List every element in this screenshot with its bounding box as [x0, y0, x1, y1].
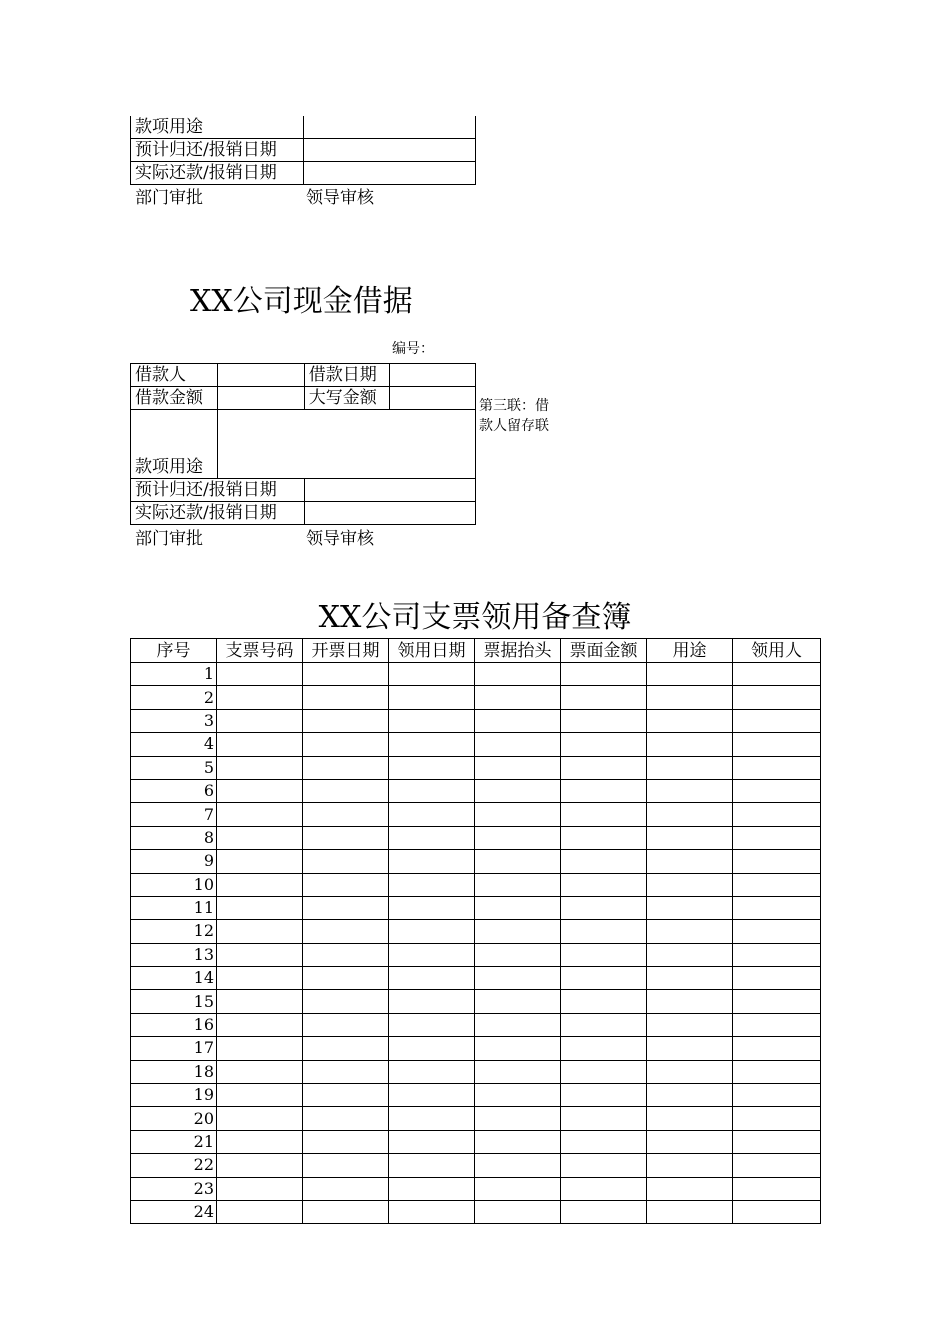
borrow-date-value-cell[interactable]: [389, 364, 475, 387]
register-cell-receive-date[interactable]: [389, 709, 475, 732]
purpose-value-cell[interactable]: [217, 410, 475, 479]
register-cell-face-amount[interactable]: [561, 756, 647, 779]
voucher-number-label: 编号：: [392, 341, 434, 357]
register-cell-receiver[interactable]: [733, 967, 821, 990]
register-cell-cheque-number[interactable]: [217, 1037, 303, 1060]
row-number: 22: [131, 1154, 217, 1177]
register-cell-face-amount[interactable]: [561, 733, 647, 756]
register-cell-cheque-number[interactable]: [217, 1130, 303, 1153]
register-cell-payee[interactable]: [475, 1060, 561, 1083]
register-cell-face-amount[interactable]: [561, 850, 647, 873]
register-cell-issue-date[interactable]: [303, 826, 389, 849]
amount-value-cell[interactable]: [217, 387, 304, 410]
register-cell-face-amount[interactable]: [561, 1013, 647, 1036]
register-cell-payee[interactable]: [475, 1130, 561, 1153]
register-cell-receiver[interactable]: [733, 1037, 821, 1060]
register-cell-receiver[interactable]: [733, 1130, 821, 1153]
register-cell-payee[interactable]: [475, 967, 561, 990]
register-cell-receive-date[interactable]: [389, 756, 475, 779]
table-row: [131, 1060, 821, 1083]
register-cell-receive-date[interactable]: [389, 686, 475, 709]
register-cell-usage[interactable]: [647, 1084, 733, 1107]
register-cell-receiver[interactable]: [733, 1107, 821, 1130]
register-cell-payee[interactable]: [475, 1154, 561, 1177]
register-cell-face-amount[interactable]: [561, 873, 647, 896]
register-cell-usage[interactable]: [647, 1200, 733, 1223]
register-cell-receiver[interactable]: [733, 943, 821, 966]
purpose-label: 款项用途: [131, 410, 218, 479]
column-header-receiver: 领用人: [733, 639, 821, 663]
register-cell-payee[interactable]: [475, 1177, 561, 1200]
register-cell-payee[interactable]: [475, 896, 561, 919]
actual-return-label: 实际还款/报销日期: [131, 502, 305, 525]
register-cell-issue-date[interactable]: [303, 1037, 389, 1060]
row-number: 7: [131, 803, 217, 826]
register-cell-face-amount[interactable]: [561, 1107, 647, 1130]
register-cell-cheque-number[interactable]: [217, 920, 303, 943]
register-cell-receive-date[interactable]: [389, 826, 475, 849]
table-row: [131, 803, 821, 826]
register-cell-issue-date[interactable]: [303, 1130, 389, 1153]
table-row: [131, 1177, 821, 1200]
row-number: 16: [131, 1013, 217, 1036]
register-cell-receiver[interactable]: [733, 850, 821, 873]
register-cell-issue-date[interactable]: [303, 733, 389, 756]
leader-review-label: 领导审核: [306, 188, 374, 208]
register-cell-usage[interactable]: [647, 943, 733, 966]
register-cell-face-amount[interactable]: [561, 709, 647, 732]
register-cell-face-amount[interactable]: [561, 686, 647, 709]
borrower-label: 借款人: [131, 364, 218, 387]
table-row: [131, 733, 821, 756]
row-number: 15: [131, 990, 217, 1013]
register-cell-payee[interactable]: [475, 826, 561, 849]
register-cell-issue-date[interactable]: [303, 663, 389, 686]
purpose-value-cell[interactable]: [304, 116, 476, 139]
column-header-face-amount: 票面金额: [561, 639, 647, 663]
column-header-usage: 用途: [647, 639, 733, 663]
row-number: 9: [131, 850, 217, 873]
register-cell-receive-date[interactable]: [389, 920, 475, 943]
register-cell-issue-date[interactable]: [303, 709, 389, 732]
register-cell-usage[interactable]: [647, 850, 733, 873]
register-cell-issue-date[interactable]: [303, 1154, 389, 1177]
loan-voucher-title: XX公司现金借据: [190, 284, 413, 319]
register-cell-payee[interactable]: [475, 1013, 561, 1036]
expected-return-label: 预计归还/报销日期: [131, 479, 305, 502]
register-cell-usage[interactable]: [647, 1154, 733, 1177]
row-number: 5: [131, 756, 217, 779]
register-cell-receiver[interactable]: [733, 686, 821, 709]
register-cell-receive-date[interactable]: [389, 803, 475, 826]
row-number: 2: [131, 686, 217, 709]
row-number: 1: [131, 663, 217, 686]
register-cell-usage[interactable]: [647, 990, 733, 1013]
row-number: 19: [131, 1084, 217, 1107]
register-cell-receive-date[interactable]: [389, 990, 475, 1013]
row-number: 12: [131, 920, 217, 943]
register-cell-usage[interactable]: [647, 756, 733, 779]
row-number: 14: [131, 967, 217, 990]
register-cell-receive-date[interactable]: [389, 967, 475, 990]
register-cell-issue-date[interactable]: [303, 967, 389, 990]
register-cell-cheque-number[interactable]: [217, 826, 303, 849]
register-cell-usage[interactable]: [647, 967, 733, 990]
table-row: [131, 663, 821, 686]
row-number: 23: [131, 1177, 217, 1200]
register-cell-usage[interactable]: [647, 1013, 733, 1036]
register-cell-receive-date[interactable]: [389, 1107, 475, 1130]
register-cell-payee[interactable]: [475, 850, 561, 873]
table-row: [131, 873, 821, 896]
register-body: [131, 663, 821, 1224]
register-cell-cheque-number[interactable]: [217, 967, 303, 990]
row-number: 8: [131, 826, 217, 849]
dept-approval-label: 部门审批: [135, 188, 203, 208]
expected-return-label: 预计归还/报销日期: [131, 139, 304, 162]
register-cell-usage[interactable]: [647, 896, 733, 919]
register-cell-cheque-number[interactable]: [217, 756, 303, 779]
register-cell-issue-date[interactable]: [303, 1060, 389, 1083]
row-number: 10: [131, 873, 217, 896]
register-cell-cheque-number[interactable]: [217, 1084, 303, 1107]
table-row: [131, 709, 821, 732]
register-cell-payee[interactable]: [475, 756, 561, 779]
register-cell-face-amount[interactable]: [561, 943, 647, 966]
row-number: 24: [131, 1200, 217, 1223]
register-cell-receiver[interactable]: [733, 1084, 821, 1107]
column-header-receive-date: 领用日期: [389, 639, 475, 663]
column-header-payee: 票据抬头: [475, 639, 561, 663]
register-cell-receiver[interactable]: [733, 920, 821, 943]
table-row: [131, 756, 821, 779]
copy-note-line1: 第三联：借: [479, 398, 549, 414]
register-cell-receiver[interactable]: [733, 779, 821, 802]
register-title: XX公司支票领用备查簿: [318, 600, 632, 635]
register-cell-receive-date[interactable]: [389, 1084, 475, 1107]
register-cell-cheque-number[interactable]: [217, 943, 303, 966]
register-cell-face-amount[interactable]: [561, 1130, 647, 1153]
register-cell-face-amount[interactable]: [561, 826, 647, 849]
expected-return-value-cell[interactable]: [304, 139, 476, 162]
register-cell-receiver[interactable]: [733, 733, 821, 756]
row-number: 21: [131, 1130, 217, 1153]
table-row: [131, 1154, 821, 1177]
register-cell-cheque-number[interactable]: [217, 1200, 303, 1223]
register-cell-issue-date[interactable]: [303, 1107, 389, 1130]
register-cell-usage[interactable]: [647, 920, 733, 943]
register-cell-issue-date[interactable]: [303, 1084, 389, 1107]
register-cell-receiver[interactable]: [733, 756, 821, 779]
register-cell-payee[interactable]: [475, 686, 561, 709]
register-cell-receiver[interactable]: [733, 803, 821, 826]
register-cell-usage[interactable]: [647, 779, 733, 802]
column-header-cheque-number: 支票号码: [217, 639, 303, 663]
register-cell-receiver[interactable]: [733, 1200, 821, 1223]
table-row: [131, 896, 821, 919]
actual-return-value-cell[interactable]: [304, 502, 475, 525]
register-cell-receive-date[interactable]: [389, 1013, 475, 1036]
amount-label: 借款金额: [131, 387, 218, 410]
row-number: 6: [131, 779, 217, 802]
register-cell-face-amount[interactable]: [561, 779, 647, 802]
register-cell-receive-date[interactable]: [389, 850, 475, 873]
register-cell-cheque-number[interactable]: [217, 686, 303, 709]
register-cell-receive-date[interactable]: [389, 663, 475, 686]
register-cell-face-amount[interactable]: [561, 1037, 647, 1060]
table-row: [131, 1130, 821, 1153]
register-cell-issue-date[interactable]: [303, 1177, 389, 1200]
register-cell-face-amount[interactable]: [561, 663, 647, 686]
register-cell-usage[interactable]: [647, 873, 733, 896]
register-cell-cheque-number[interactable]: [217, 990, 303, 1013]
row-number: 4: [131, 733, 217, 756]
register-cell-usage[interactable]: [647, 663, 733, 686]
register-cell-receive-date[interactable]: [389, 1130, 475, 1153]
amount-upper-value-cell[interactable]: [389, 387, 475, 410]
register-cell-face-amount[interactable]: [561, 920, 647, 943]
purpose-label: 款项用途: [131, 116, 304, 139]
register-cell-payee[interactable]: [475, 990, 561, 1013]
register-cell-receive-date[interactable]: [389, 779, 475, 802]
register-cell-cheque-number[interactable]: [217, 803, 303, 826]
register-cell-cheque-number[interactable]: [217, 1154, 303, 1177]
cheque-register-table: [130, 638, 821, 1224]
register-cell-receiver[interactable]: [733, 1060, 821, 1083]
register-cell-receive-date[interactable]: [389, 1177, 475, 1200]
register-cell-cheque-number[interactable]: [217, 850, 303, 873]
table-row: [131, 920, 821, 943]
amount-upper-label: 大写金额: [304, 387, 389, 410]
copy-note-line2: 款人留存联: [479, 418, 549, 434]
register-cell-receive-date[interactable]: [389, 733, 475, 756]
register-cell-payee[interactable]: [475, 943, 561, 966]
register-cell-issue-date[interactable]: [303, 943, 389, 966]
register-cell-usage[interactable]: [647, 1177, 733, 1200]
register-cell-face-amount[interactable]: [561, 1177, 647, 1200]
register-cell-receive-date[interactable]: [389, 1060, 475, 1083]
register-cell-receiver[interactable]: [733, 663, 821, 686]
copy-note: [479, 396, 549, 436]
register-cell-usage[interactable]: [647, 803, 733, 826]
register-cell-issue-date[interactable]: [303, 1013, 389, 1036]
register-cell-usage[interactable]: [647, 1060, 733, 1083]
table-row: [131, 1013, 821, 1036]
table-row: [131, 1200, 821, 1223]
row-number: 13: [131, 943, 217, 966]
register-cell-payee[interactable]: [475, 1200, 561, 1223]
table-row: [131, 967, 821, 990]
register-header-row: [131, 639, 821, 663]
register-cell-payee[interactable]: [475, 709, 561, 732]
row-number: 20: [131, 1107, 217, 1130]
table-row: [131, 990, 821, 1013]
register-cell-receiver[interactable]: [733, 709, 821, 732]
table-row: [131, 779, 821, 802]
table-row: [131, 943, 821, 966]
register-cell-cheque-number[interactable]: [217, 873, 303, 896]
table-row: [131, 1084, 821, 1107]
register-cell-payee[interactable]: [475, 1037, 561, 1060]
table-row: [131, 1037, 821, 1060]
actual-return-label: 实际还款/报销日期: [131, 162, 304, 185]
register-cell-issue-date[interactable]: [303, 756, 389, 779]
register-cell-usage[interactable]: [647, 1037, 733, 1060]
register-cell-cheque-number[interactable]: [217, 1177, 303, 1200]
register-cell-issue-date[interactable]: [303, 686, 389, 709]
register-cell-face-amount[interactable]: [561, 990, 647, 1013]
register-cell-cheque-number[interactable]: [217, 1107, 303, 1130]
register-cell-cheque-number[interactable]: [217, 896, 303, 919]
table-row: [131, 686, 821, 709]
register-cell-face-amount[interactable]: [561, 1084, 647, 1107]
register-cell-issue-date[interactable]: [303, 803, 389, 826]
register-cell-issue-date[interactable]: [303, 1200, 389, 1223]
register-cell-cheque-number[interactable]: [217, 1060, 303, 1083]
register-cell-payee[interactable]: [475, 873, 561, 896]
row-number: 3: [131, 709, 217, 732]
register-cell-cheque-number[interactable]: [217, 733, 303, 756]
register-cell-receiver[interactable]: [733, 826, 821, 849]
borrow-date-label: 借款日期: [304, 364, 389, 387]
register-cell-usage[interactable]: [647, 709, 733, 732]
register-cell-receive-date[interactable]: [389, 873, 475, 896]
register-cell-face-amount[interactable]: [561, 896, 647, 919]
table-row: [131, 1107, 821, 1130]
register-cell-cheque-number[interactable]: [217, 663, 303, 686]
register-cell-payee[interactable]: [475, 803, 561, 826]
register-cell-usage[interactable]: [647, 1130, 733, 1153]
register-cell-receive-date[interactable]: [389, 1037, 475, 1060]
actual-return-value-cell[interactable]: [304, 162, 476, 185]
loan-voucher-table: [130, 363, 476, 525]
register-cell-usage[interactable]: [647, 733, 733, 756]
register-cell-issue-date[interactable]: [303, 920, 389, 943]
register-cell-receive-date[interactable]: [389, 1154, 475, 1177]
register-cell-issue-date[interactable]: [303, 850, 389, 873]
register-cell-payee[interactable]: [475, 779, 561, 802]
register-cell-receiver[interactable]: [733, 873, 821, 896]
register-cell-issue-date[interactable]: [303, 779, 389, 802]
register-cell-usage[interactable]: [647, 686, 733, 709]
register-cell-face-amount[interactable]: [561, 1060, 647, 1083]
row-number: 11: [131, 896, 217, 919]
register-cell-receiver[interactable]: [733, 896, 821, 919]
register-cell-payee[interactable]: [475, 1084, 561, 1107]
dept-approval-label: 部门审批: [135, 529, 203, 549]
register-cell-receiver[interactable]: [733, 1154, 821, 1177]
register-cell-receiver[interactable]: [733, 990, 821, 1013]
register-cell-face-amount[interactable]: [561, 1154, 647, 1177]
register-cell-issue-date[interactable]: [303, 873, 389, 896]
register-cell-cheque-number[interactable]: [217, 1013, 303, 1036]
expected-return-value-cell[interactable]: [304, 479, 475, 502]
register-cell-receiver[interactable]: [733, 1013, 821, 1036]
table-row: [131, 826, 821, 849]
register-cell-cheque-number[interactable]: [217, 709, 303, 732]
borrower-value-cell[interactable]: [217, 364, 304, 387]
register-cell-payee[interactable]: [475, 920, 561, 943]
register-cell-receive-date[interactable]: [389, 896, 475, 919]
row-number: 17: [131, 1037, 217, 1060]
table-row: [131, 850, 821, 873]
register-cell-payee[interactable]: [475, 733, 561, 756]
register-cell-usage[interactable]: [647, 1107, 733, 1130]
register-cell-face-amount[interactable]: [561, 1200, 647, 1223]
register-cell-receive-date[interactable]: [389, 943, 475, 966]
register-cell-receive-date[interactable]: [389, 1200, 475, 1223]
register-cell-payee[interactable]: [475, 1107, 561, 1130]
register-cell-face-amount[interactable]: [561, 967, 647, 990]
column-header-seq: 序号: [131, 639, 217, 663]
register-cell-payee[interactable]: [475, 663, 561, 686]
voucher-tail-table: [130, 116, 476, 185]
register-cell-issue-date[interactable]: [303, 990, 389, 1013]
register-cell-usage[interactable]: [647, 826, 733, 849]
register-cell-cheque-number[interactable]: [217, 779, 303, 802]
register-cell-face-amount[interactable]: [561, 803, 647, 826]
row-number: 18: [131, 1060, 217, 1083]
leader-review-label: 领导审核: [306, 529, 374, 549]
register-cell-issue-date[interactable]: [303, 896, 389, 919]
column-header-issue-date: 开票日期: [303, 639, 389, 663]
register-cell-receiver[interactable]: [733, 1177, 821, 1200]
